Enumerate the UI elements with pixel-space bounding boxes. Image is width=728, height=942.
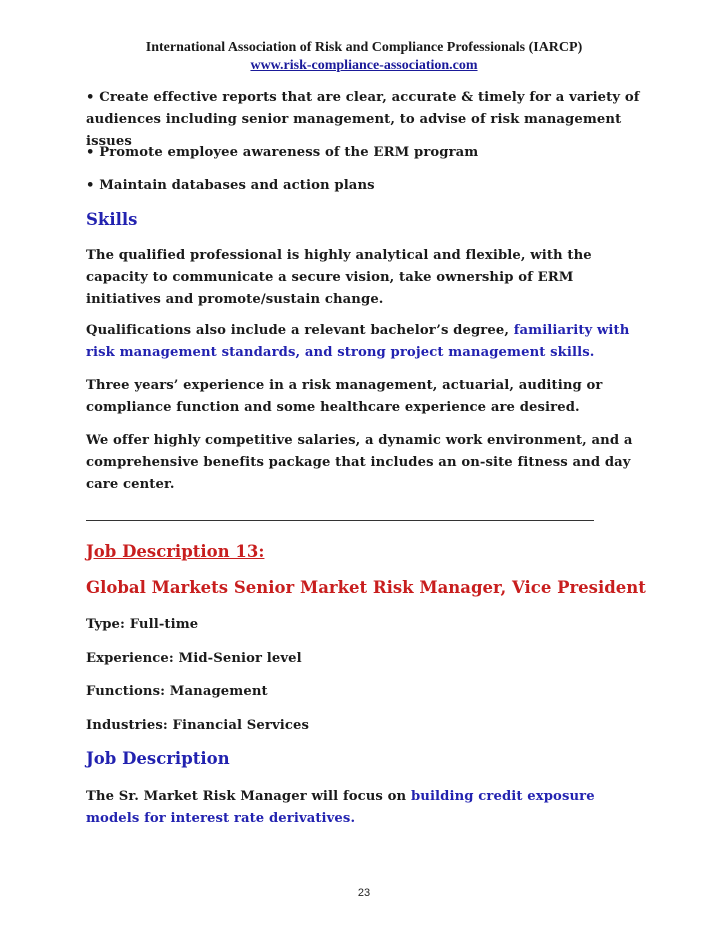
bullet-databases: • Maintain databases and action plans bbox=[86, 178, 375, 193]
job-description-para bbox=[86, 786, 646, 830]
header-org: International Association of Risk and Compliance Professionals (IARCP) bbox=[145, 40, 583, 55]
section-divider bbox=[86, 520, 594, 521]
job-description-13-heading: Job Description 13: bbox=[86, 542, 265, 561]
job-title: Global Markets Senior Market Risk Manager, Vice President bbox=[86, 578, 646, 597]
job-description-text: The Sr. Market Risk Manager will focus on bbox=[86, 789, 411, 804]
skills-para-2-text: Qualifications also include a relevant bachelor’s degree, bbox=[86, 323, 514, 338]
job-type: Type: Full-time bbox=[86, 617, 199, 632]
bullet-reports: • Create effective reports that are clear, accurate & timely for a variety of audiences including senior management, to advise of risk management issues bbox=[86, 90, 640, 149]
skills-para-1: The qualified professional is highly analytical and flexible, with the capacity to communicate a secure vision, take ownership of ERM initiatives and promote/sustain change. bbox=[86, 248, 592, 307]
bullet-awareness: • Promote employee awareness of the ERM program bbox=[86, 145, 479, 160]
job-description-highlight: building credit exposure models for interest rate derivatives. bbox=[86, 789, 595, 826]
skills-heading: Skills bbox=[86, 210, 138, 229]
page-number: 23 bbox=[357, 887, 371, 899]
job-description-heading: Job Description bbox=[86, 749, 230, 768]
skills-para-4: We offer highly competitive salaries, a dynamic work environment, and a comprehensive benefits package that includes an on-site fitness and day care center. bbox=[86, 433, 633, 492]
skills-para-3: Three years’ experience in a risk management, actuarial, auditing or compliance function and some healthcare experience are desired. bbox=[86, 378, 603, 415]
job-industries: Industries: Financial Services bbox=[86, 718, 309, 733]
job-experience: Experience: Mid-Senior level bbox=[86, 651, 302, 666]
header-url[interactable]: www.risk-compliance-association.com bbox=[250, 58, 478, 73]
job-functions: Functions: Management bbox=[86, 684, 268, 699]
skills-para-2 bbox=[86, 320, 646, 364]
skills-para-2-highlight: familiarity with risk management standards, and strong project management skills. bbox=[86, 323, 630, 360]
